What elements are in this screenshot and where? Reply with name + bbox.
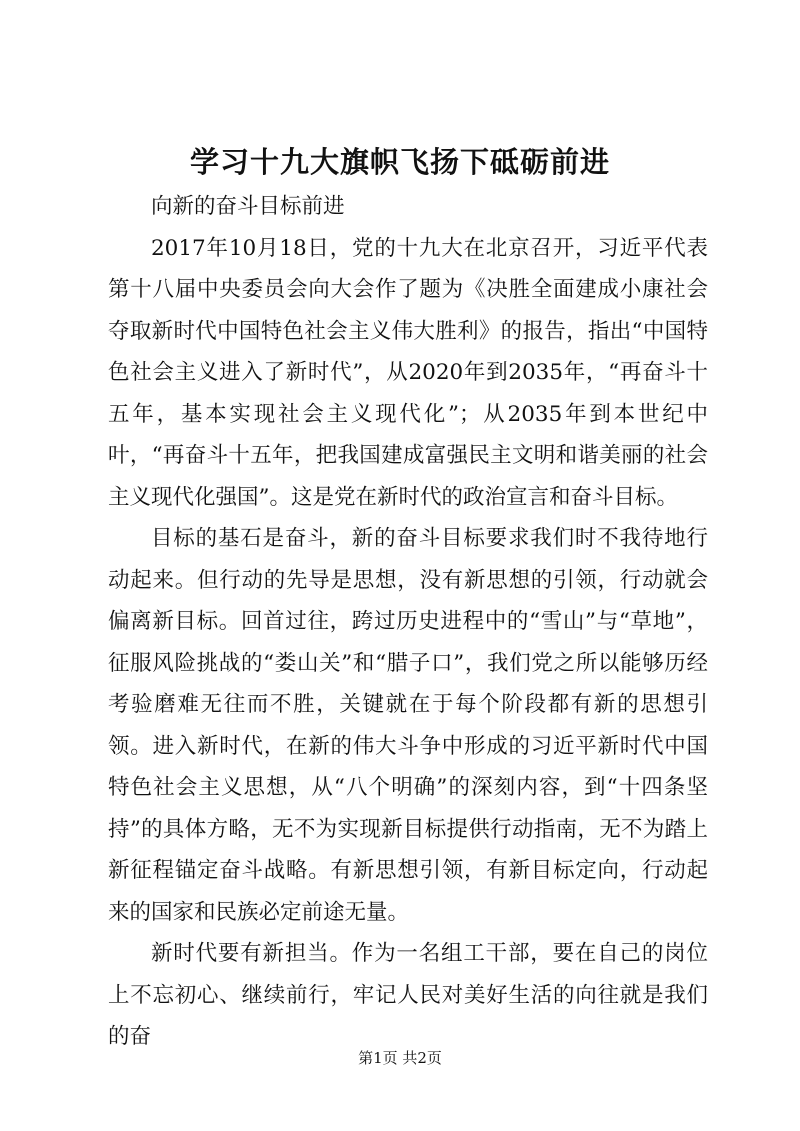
page-footer: 第1页 共2页: [358, 1049, 442, 1067]
body-paragraph: 目标的基石是奋斗，新的奋斗目标要求我们时不我待地行动起来。但行动的先导是思想，没有新思想的引领，行动就会偏离新目标。回首过往，跨过历史进程中的“雪山”与“草地”，征服风险挑战的“娄山关”和“腊子口”，我们党之所以能够历经考验磨难无往而不胜，关键就在于每个阶段都有新的思想引领。进入新时代，在新的伟大斗争中形成的习近平新时代中国特色社会主义思想，从“八个明确”的深刻内容，到“十四条坚持”的具体方略，无不为实现新目标提供行动指南，无不为踏上新征程锚定奋斗战略。有新思想引领，有新目标定向，行动起来的国家和民族必定前途无量。: [108, 526, 708, 925]
document-title: 学习十九大旗帜飞扬下砥砺前进: [189, 145, 610, 179]
body-paragraph: 2017年10月18日，党的十九大在北京召开，习近平代表第十八届中央委员会向大会作了题为《决胜全面建成小康社会夺取新时代中国特色社会主义伟大胜利》的报告，指出“中国特色社会主义进入了新时代”，从2020年到2035年，“再奋斗十五年，基本实现社会主义现代化”；从2035年到本世纪中叶，“再奋斗十五年，把我国建成富强民主文明和谐美丽的社会主义现代化强国”。这是党在新时代的政治宣言和奋斗目标。: [108, 235, 708, 510]
body-paragraph: 新时代要有新担当。作为一名组工干部，要在自己的岗位上不忘初心、继续前行，牢记人民对美好生活的向往就是我们的奋: [108, 941, 708, 1049]
subtitle-paragraph: 向新的奋斗目标前进: [151, 194, 345, 219]
document-body: [108, 186, 708, 1058]
